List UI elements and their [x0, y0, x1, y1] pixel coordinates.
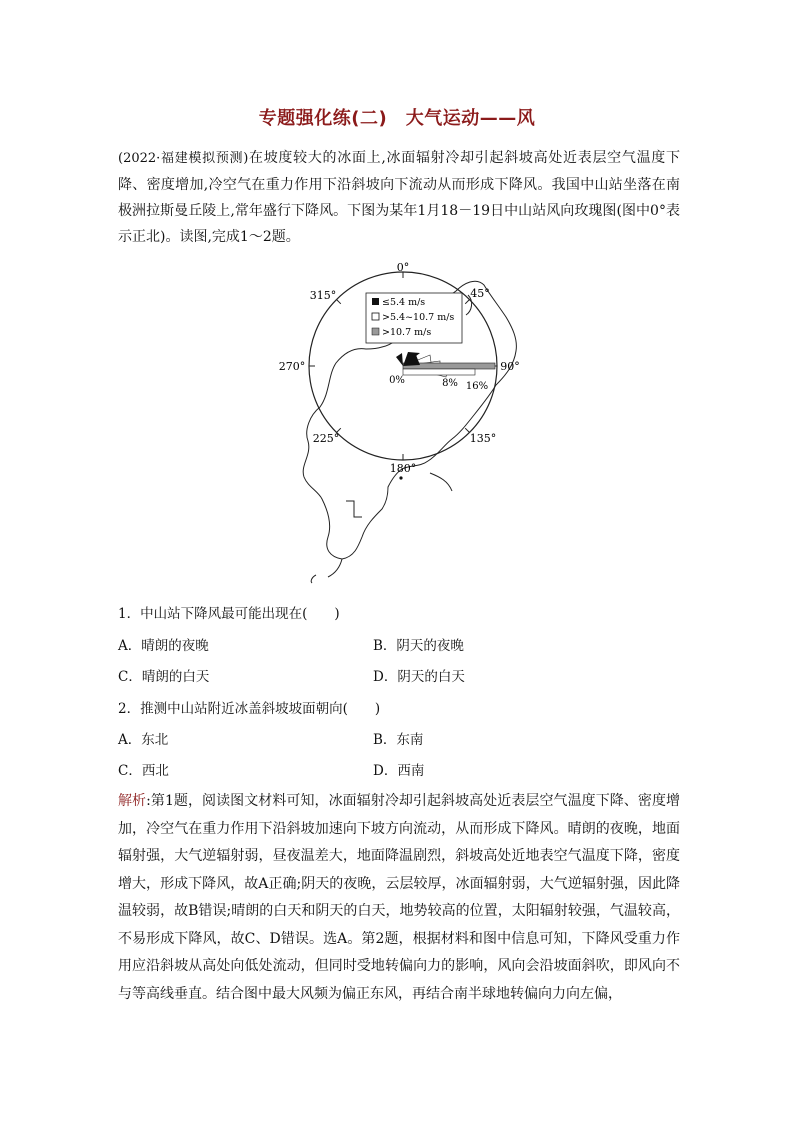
wind-rose-map [270, 255, 530, 590]
wind-rose-petals [396, 352, 495, 377]
intro-text: 在坡度较大的冰面上,冰面辐射冷却引起斜坡高处近表层空气温度下降、密度增加,冷空气在重力作用下沿斜坡向下流动从而形成下降风。我国中山站坐落在南极洲拉斯曼丘陵上,常年盛行下降风。下图为某年1月18－19日中山站风向玫瑰图(图中0°表示正北)。读图,完成1～2题。 [118, 150, 680, 245]
direction-0: 0° [396, 261, 410, 274]
direction-45: 45° [470, 287, 490, 300]
direction-270: 270° [278, 360, 306, 373]
legend-label-mid: >5.4~10.7 m/s [382, 312, 455, 323]
scale-label-0: 0% [389, 375, 405, 386]
legend-label-high: >10.7 m/s [382, 327, 432, 338]
direction-90: 90° [500, 360, 520, 373]
legend-label-low: ≤5.4 m/s [382, 297, 426, 308]
question-1-option-b: B．阴天的夜晚 [373, 638, 464, 654]
question-1-option-c: C．晴朗的白天 [118, 669, 210, 685]
intro-paragraph [118, 145, 680, 250]
page-title: 专题强化练(二) 大气运动——风 [258, 108, 536, 129]
analysis-text: :第1题，阅读图文材料可知，冰面辐射冷却引起斜坡高处近表层空气温度下降、密度增加，冷空气在重力作用下沿斜坡加速向下坡方向流动，从而形成下降风。晴朗的夜晚，地面辐射强，大气逆辐射弱，昼夜温差大，地面降温剧烈，斜坡高处近地表空气温度下降，密度增大，形成下降风，故A正确;阴天的夜晚，云层较厚，冰面辐射弱，大气逆辐射强，因此降温较弱，故B错误;晴朗的白天和阴天的白天，地势较高的位置，太阳辐射较强，气温较高，不易形成下降风，故C、D错误。选A。第2题，根据材料和图中信息可知，下降风受重力作用应沿斜坡从高处向低处流动，但同时受地转偏向力的影响，风向会沿坡面斜吹，即风向不与等高线垂直。结合图中最大风频为偏正东风，再结合南半球地转偏向力向左偏， [118, 793, 681, 1002]
question-2-option-a: A．东北 [118, 732, 169, 748]
analysis-paragraph [118, 788, 680, 1008]
question-1-stem: 1．中山站下降风最可能出现在( ) [118, 606, 340, 622]
question-2-stem: 2．推测中山站附近冰盖斜坡坡面朝向( ) [118, 701, 381, 717]
direction-135: 135° [469, 432, 497, 445]
question-1-option-d: D．阴天的白天 [373, 669, 465, 685]
direction-225: 225° [312, 432, 340, 445]
question-2-option-c: C．西北 [118, 763, 169, 779]
analysis-label: 解析 [118, 793, 147, 809]
question-2-option-b: B．东南 [373, 732, 424, 748]
direction-180: 180° [389, 462, 417, 475]
scale-label-16: 16% [465, 381, 489, 392]
legend-swatch-mid [372, 313, 379, 320]
intro-source: (2022·福建模拟预测) [118, 151, 249, 166]
direction-315: 315° [309, 289, 337, 302]
station-dot [399, 476, 402, 479]
question-1-option-a: A．晴朗的夜晚 [118, 638, 209, 654]
scale-label-8: 8% [442, 378, 458, 389]
legend-swatch-high [372, 328, 379, 335]
legend-swatch-low [372, 298, 379, 305]
question-2-option-d: D．西南 [373, 763, 425, 779]
